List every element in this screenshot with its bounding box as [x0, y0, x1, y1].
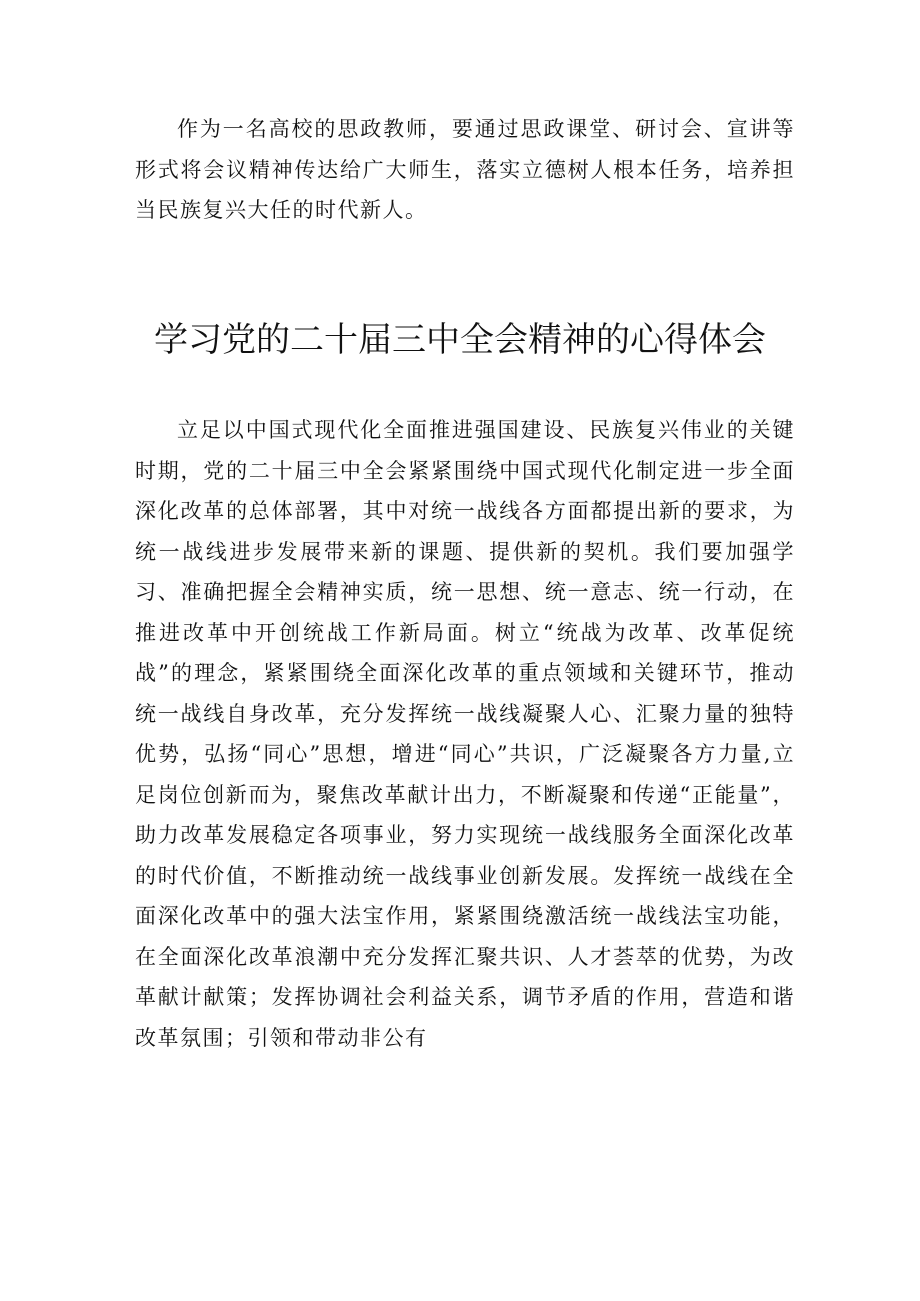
body-paragraph: 立足以中国式现代化全面推进强国建设、民族复兴伟业的关键时期，党的二十届三中全会紧紧围绕中国式现代化制定进一步全面深化改革的总体部署，其中对统一战线各方面都提出新的要求，为统一战线进步发展带来新的课题、提供新的契机。我们要加强学习、准确把握全会精神实质，统一思想、统一意志、统一行动，在推进改革中开创统战工作新局面。树立“统战为改革、改革促统战”的理念，紧紧围绕全面深化改革的重点领域和关键环节，推动统一战线自身改革，充分发挥统一战线凝聚人心、汇聚力量的独特优势，弘扬“同心”思想，增进“同心”共识，广泛凝聚各方力量,立足岗位创新而为，聚焦改革献计出力，不断凝聚和传递“正能量”，助力改革发展稳定各项事业，努力实现统一战线服务全面深化改革的时代价值，不断推动统一战线事业创新发展。发挥统一战线在全面深化改革中的强大法宝作用，紧紧围绕激活统一战线法宝功能，在全面深化改革浪潮中充分发挥汇聚共识、人才荟萃的优势，为改革献计献策；发挥协调社会利益关系，调节矛盾的作用，营造和谐改革氛围；引领和带动非公有 — [135, 418, 795, 1050]
document-title: 学习党的二十届三中全会精神的心得体会 — [154, 320, 766, 360]
intro-paragraph: 作为一名高校的思政教师，要通过思政课堂、研讨会、宣讲等形式将会议精神传达给广大师生，落实立德树人根本任务，培养担当民族复兴大任的时代新人。 — [135, 117, 795, 222]
